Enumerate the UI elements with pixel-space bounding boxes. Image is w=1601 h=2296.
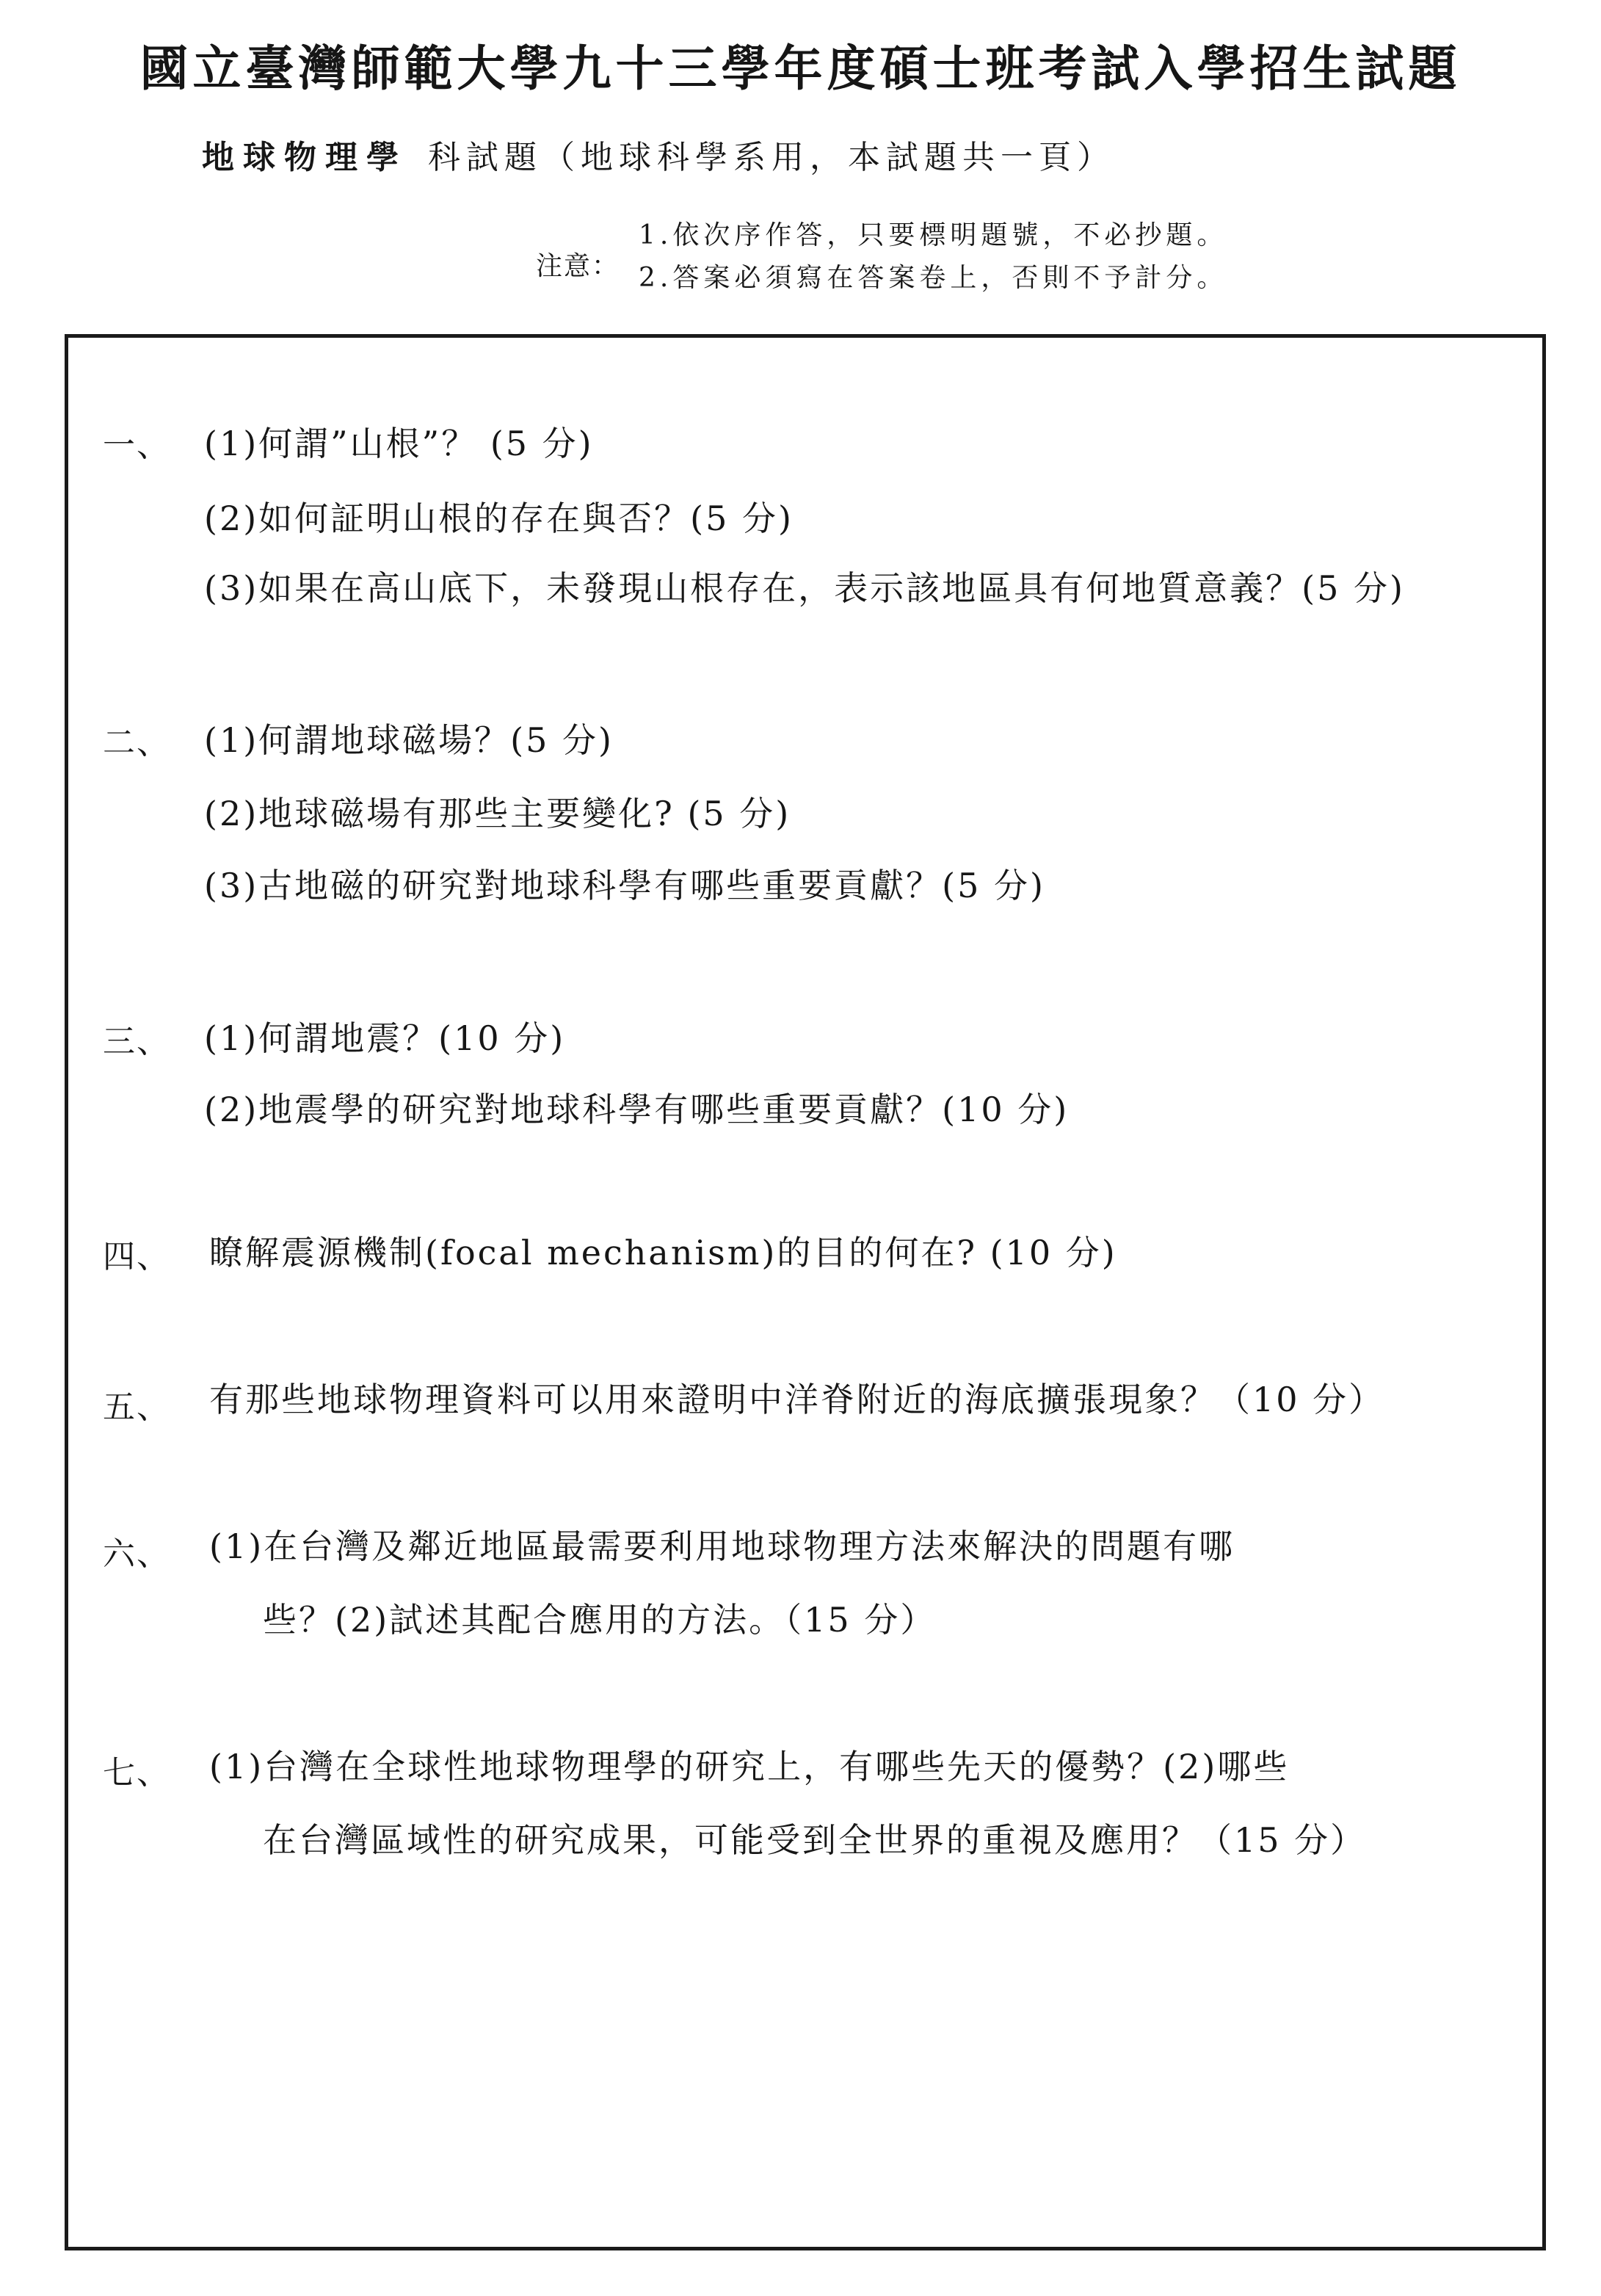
question-3-number: 三、: [103, 1023, 170, 1060]
question-1-line-2: (2)如何証明山根的存在與否？(5 分): [204, 499, 794, 538]
question-2-line-2: (2)地球磁場有那些主要變化? (5 分): [204, 794, 791, 833]
question-2-number: 二、: [103, 724, 170, 761]
question-2-line-1: (1)何謂地球磁場？(5 分): [204, 720, 614, 760]
note-item-1: 1.依次序作答，只要標明題號，不必抄題。: [639, 220, 1228, 250]
question-box: [65, 334, 1546, 2250]
page-title: 國立臺灣師範大學九十三學年度碩士班考試入學招生試題: [139, 40, 1462, 97]
question-1-line-1: (1)何謂”山根”？ (5 分): [204, 424, 594, 463]
question-4-number: 四、: [103, 1238, 170, 1275]
exam-subtitle: [202, 131, 1115, 178]
question-6-number: 六、: [103, 1535, 170, 1573]
question-7-line-2: 在台灣區域性的研究成果，可能受到全世界的重視及應用？（15 分）: [263, 1820, 1367, 1860]
notes-list: [639, 214, 1227, 300]
question-5-line-1: 有那些地球物理資料可以用來證明中洋脊附近的海底擴張現象？（10 分）: [209, 1380, 1385, 1419]
question-3-line-1: (1)何謂地震？(10 分): [204, 1018, 566, 1058]
question-6-line-1: (1)在台灣及鄰近地區最需要利用地球物理方法來解決的問題有哪: [209, 1527, 1235, 1566]
question-1-line-3: (3)如果在高山底下，未發現山根存在，表示該地區具有何地質意義？(5 分): [204, 568, 1405, 608]
question-1-number: 一、: [103, 427, 170, 464]
question-4-line-1: 瞭解震源機制(focal mechanism)的目的何在? (10 分): [209, 1233, 1117, 1272]
question-5-number: 五、: [103, 1388, 170, 1426]
question-6-line-2: 些？(2)試述其配合應用的方法。（15 分）: [263, 1600, 937, 1640]
subject-name: 地球物理學: [202, 139, 407, 176]
question-3-line-2: (2)地震學的研究對地球科學有哪些重要貢獻？(10 分): [204, 1090, 1070, 1129]
note-item-2: 2.答案必須寫在答案卷上，否則不予計分。: [639, 263, 1228, 293]
question-7-line-1: (1)台灣在全球性地球物理學的研究上，有哪些先天的優勢？(2)哪些: [209, 1747, 1290, 1786]
subject-note: 科試題（地球科學系用，本試題共一頁）: [428, 139, 1115, 176]
question-2-line-3: (3)古地磁的研究對地球科學有哪些重要貢獻？(5 分): [204, 866, 1045, 905]
question-7-number: 七、: [103, 1754, 170, 1792]
notes-label: 注意：: [536, 251, 620, 281]
